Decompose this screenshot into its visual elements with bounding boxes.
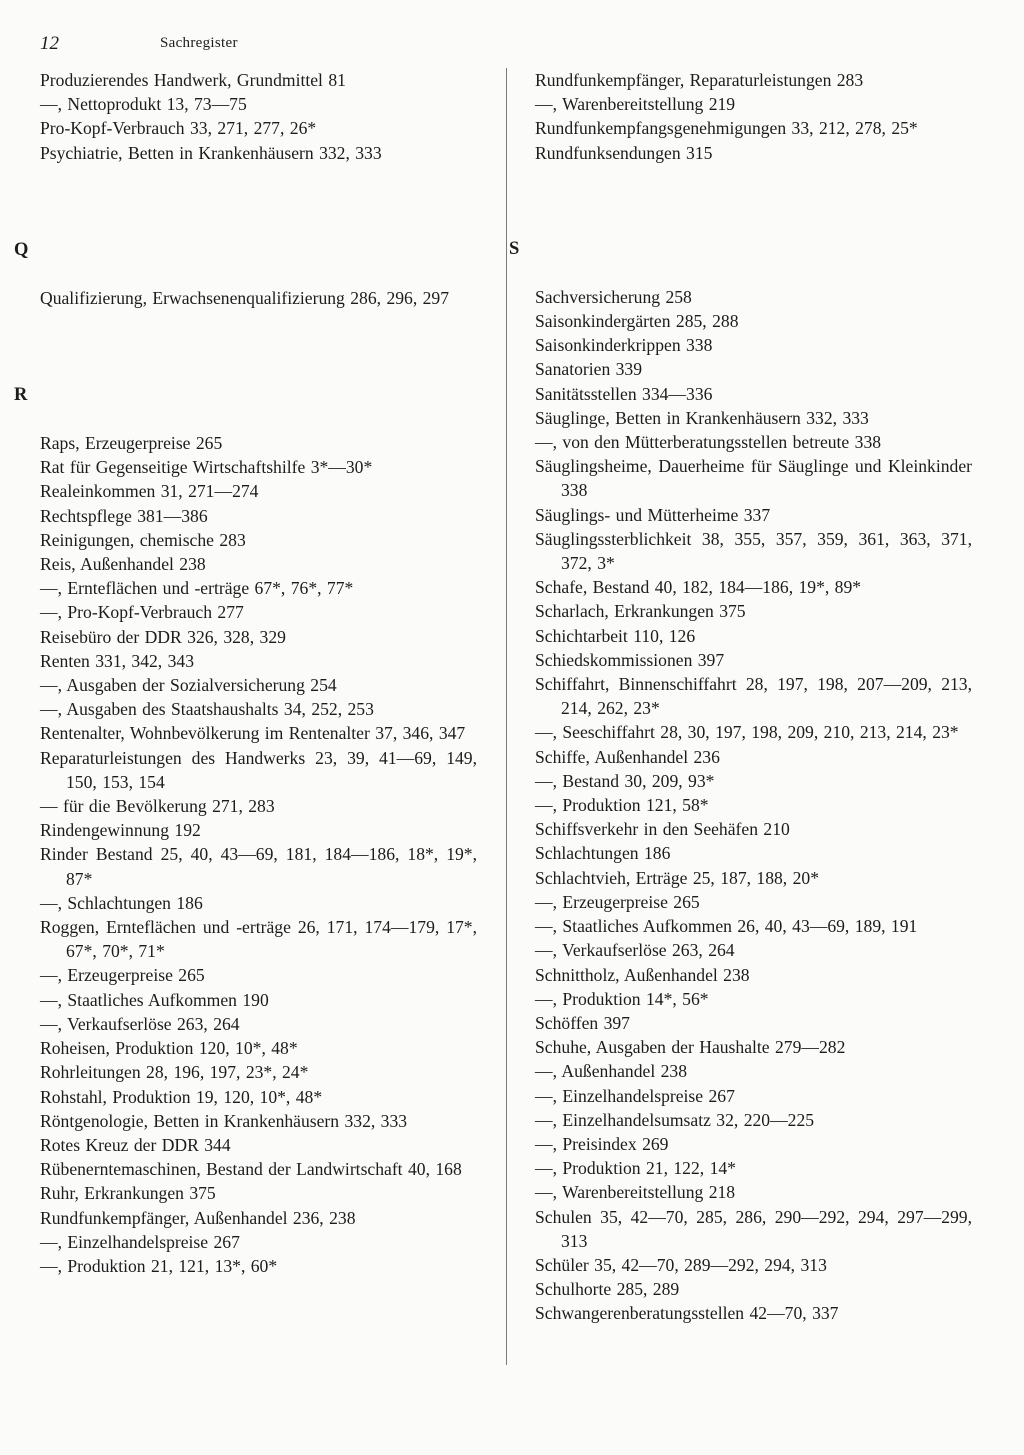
index-entry: —, Warenbereitstellung 219 (535, 94, 736, 115)
index-entry: Sachversicherung 258 (535, 286, 692, 307)
index-entry: Psychiatrie, Betten in Krankenhäusern 332, 333 (40, 142, 382, 163)
index-entry: Rübenerntemaschinen, Bestand der Landwirtschaft 40, 168 (40, 1159, 462, 1180)
index-entry: —, Warenbereitstellung 218 (535, 1182, 736, 1203)
section-spacer (40, 310, 477, 383)
index-column-left (14, 68, 477, 1278)
column-divider (506, 68, 507, 1365)
index-entry: Roggen, Ernteflächen und -erträge 26, 171, 174—179, 17*, 67*, 70*, 71* (40, 917, 477, 962)
index-entry: Schafe, Bestand 40, 182, 184—186, 19*, 89* (535, 577, 862, 598)
index-entry: Raps, Erzeugerpreise 265 (40, 433, 223, 454)
index-entry: Renten 331, 342, 343 (40, 650, 194, 671)
index-entry: Rentenalter, Wohnbevölkerung im Rentenalter 37, 346, 347 (40, 723, 466, 744)
section-letter-heading: S (509, 238, 520, 259)
index-entry: —, Seeschiffahrt 28, 30, 197, 198, 209, 210, 213, 214, 23* (535, 722, 959, 743)
index-entry: Rundfunksendungen 315 (535, 142, 713, 163)
index-entry: —, Pro-Kopf-Verbrauch 277 (40, 602, 244, 623)
index-entry: —, Preisindex 269 (535, 1133, 669, 1154)
index-entry: —, Staatliches Aufkommen 190 (40, 989, 269, 1010)
index-entry: Rohrleitungen 28, 196, 197, 23*, 24* (40, 1062, 309, 1083)
index-entry: Reis, Außenhandel 238 (40, 554, 206, 575)
index-entry: Rundfunkempfänger, Außenhandel 236, 238 (40, 1207, 356, 1228)
index-entry: Schlachtungen 186 (535, 843, 671, 864)
index-entry: —, Verkaufserlöse 263, 264 (40, 1013, 240, 1034)
index-entry: Säuglinge, Betten in Krankenhäusern 332, 333 (535, 407, 869, 428)
section-spacer (535, 261, 972, 285)
index-entry: Roheisen, Produktion 120, 10*, 48* (40, 1038, 298, 1059)
index-entry: Schwangerenberatungsstellen 42—70, 337 (535, 1303, 839, 1324)
index-entry: Rundfunkempfänger, Reparaturleistungen 283 (535, 70, 864, 90)
index-entry: —, Ausgaben des Staatshaushalts 34, 252, 253 (40, 699, 374, 720)
index-entry: Schnittholz, Außenhandel 238 (535, 964, 750, 985)
index-entry: Reparaturleistungen des Handwerks 23, 39, 41—69, 149, 150, 153, 154 (40, 747, 477, 792)
index-entry: Schiffe, Außenhandel 236 (535, 746, 720, 767)
index-entry: Röntgenologie, Betten in Krankenhäusern 332, 333 (40, 1110, 408, 1131)
index-entry: Säuglingssterblichkeit 38, 355, 357, 359, 361, 363, 371, 372, 3* (535, 528, 972, 574)
index-entry: —, Ernteflächen und -erträge 67*, 76*, 77* (40, 578, 354, 599)
index-entry: Saisonkinderkrippen 338 (535, 335, 713, 356)
index-entry: Scharlach, Erkrankungen 375 (535, 601, 746, 622)
index-entry: Rundfunkempfangsgenehmigungen 33, 212, 278, 25* (535, 118, 918, 139)
index-entry: —, Produktion 21, 121, 13*, 60* (40, 1255, 278, 1276)
index-entry: —, Staatliches Aufkommen 26, 40, 43—69, 189, 191 (535, 916, 918, 937)
index-entry: Realeinkommen 31, 271—274 (40, 481, 259, 502)
index-entry: Sanitätsstellen 334—336 (535, 383, 713, 404)
index-entry: Schuhe, Ausgaben der Haushalte 279—282 (535, 1037, 846, 1058)
index-entry: —, Nettoprodukt 13, 73—75 (40, 94, 247, 115)
index-entry: Säuglingsheime, Dauerheime für Säuglinge und Kleinkinder 338 (535, 456, 972, 501)
index-entry: Qualifizierung, Erwachsenenqualifizierung 286, 296, 297 (40, 287, 450, 308)
running-head: Sachregister (160, 35, 238, 51)
index-entry: Schiffsverkehr in den Seehäfen 210 (535, 819, 790, 840)
page-number: 12 (40, 33, 59, 54)
index-entry: —, Außenhandel 238 (535, 1061, 688, 1082)
index-entry: Schlachtvieh, Erträge 25, 187, 188, 20* (535, 867, 819, 888)
index-entry: —, Einzelhandelspreise 267 (40, 1231, 240, 1252)
index-entry: Rechtspflege 381—386 (40, 505, 208, 526)
index-column-right (509, 68, 972, 1326)
index-entry: Rat für Gegenseitige Wirtschaftshilfe 3*—30* (40, 457, 373, 478)
section-spacer (40, 262, 477, 286)
index-entry: Rohstahl, Produktion 19, 120, 10*, 48* (40, 1086, 323, 1107)
index-entry: Schiedskommissionen 397 (535, 649, 725, 670)
index-entry: Rotes Kreuz der DDR 344 (40, 1134, 231, 1155)
section-spacer (40, 407, 477, 431)
index-entry: —, von den Mütterberatungsstellen betreute 338 (535, 432, 882, 453)
index-entry: Schulen 35, 42—70, 285, 286, 290—292, 294, 297—299, 313 (535, 1206, 972, 1251)
index-entry: —, Erzeugerpreise 265 (40, 965, 205, 986)
index-entry: —, Produktion 121, 58* (535, 795, 709, 816)
section-spacer (535, 165, 972, 237)
index-entry: Rindengewinnung 192 (40, 820, 201, 841)
index-entry: Sanatorien 339 (535, 359, 643, 380)
index-entry: —, Einzelhandelspreise 267 (535, 1085, 735, 1106)
index-entry: —, Bestand 30, 209, 93* (535, 770, 715, 791)
section-letter-heading: R (14, 385, 28, 406)
index-entry: Schöffen 397 (535, 1012, 630, 1033)
index-entry: Pro-Kopf-Verbrauch 33, 271, 277, 26* (40, 118, 317, 139)
index-entry: Produzierendes Handwerk, Grundmittel 81 (40, 70, 346, 90)
index-entry: — für die Bevölkerung 271, 283 (40, 796, 275, 817)
index-entry: —, Produktion 21, 122, 14* (535, 1158, 736, 1179)
index-entry: Ruhr, Erkrankungen 375 (40, 1183, 216, 1204)
index-entry: —, Schlachtungen 186 (40, 892, 203, 913)
index-entry: Rinder Bestand 25, 40, 43—69, 181, 184—186, 18*, 19*, 87* (40, 844, 477, 889)
index-entry: Schüler 35, 42—70, 289—292, 294, 313 (535, 1254, 827, 1275)
index-entry: Reisebüro der DDR 326, 328, 329 (40, 626, 286, 647)
index-entry: —, Verkaufserlöse 263, 264 (535, 940, 735, 961)
index-entry: —, Produktion 14*, 56* (535, 988, 709, 1009)
index-entry: Schiffahrt, Binnenschiffahrt 28, 197, 198, 207—209, 213, 214, 262, 23* (535, 674, 972, 719)
index-entry: —, Einzelhandelsumsatz 32, 220—225 (535, 1109, 815, 1130)
index-entry: Reinigungen, chemische 283 (40, 529, 246, 550)
section-letter-heading: Q (14, 239, 29, 260)
index-entry: Schulhorte 285, 289 (535, 1279, 680, 1300)
index-entry: —, Ausgaben der Sozialversicherung 254 (40, 675, 337, 696)
index-entry: —, Erzeugerpreise 265 (535, 891, 700, 912)
index-entry: Säuglings- und Mütterheime 337 (535, 504, 771, 525)
section-spacer (40, 165, 477, 238)
index-entry: Saisonkindergärten 285, 288 (535, 311, 739, 332)
index-entry: Schichtarbeit 110, 126 (535, 625, 696, 646)
